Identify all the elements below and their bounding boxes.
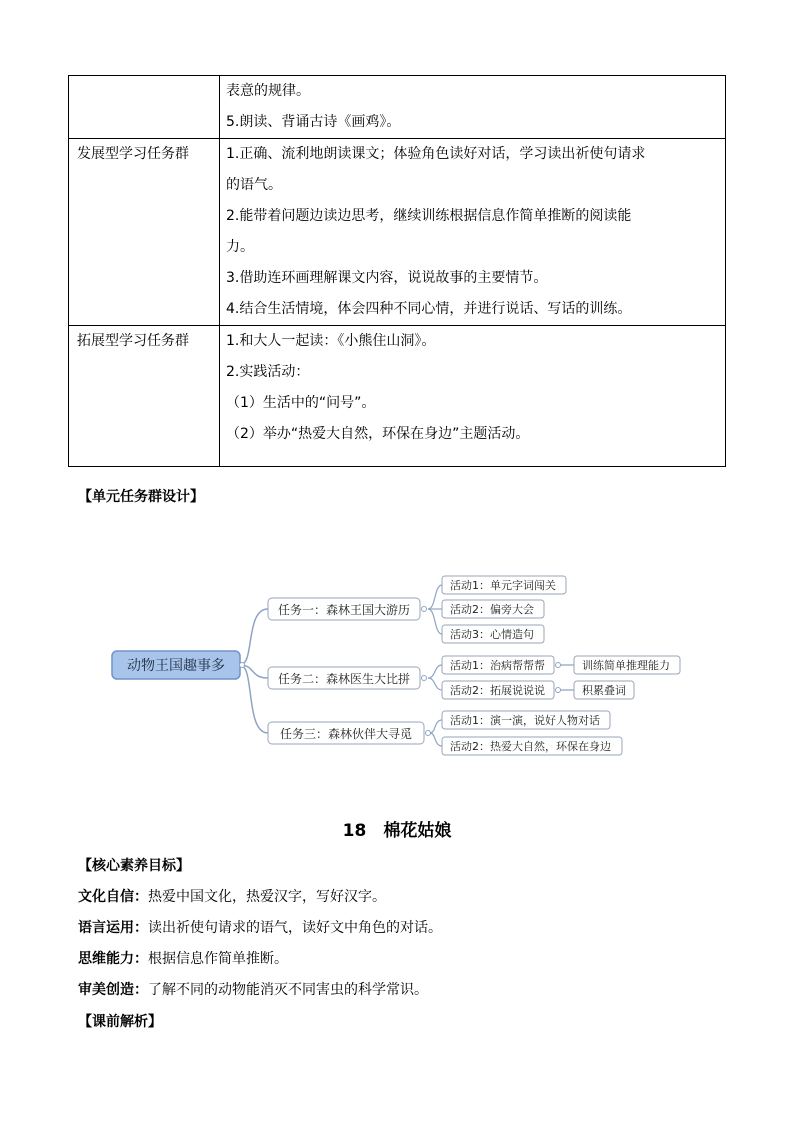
mindmap-connector bbox=[428, 585, 442, 609]
content-line: 4.结合生活情境，体会四种不同心情，并进行说话、写话的训练。 bbox=[226, 301, 632, 317]
mindmap-activity-label: 活动1：演一演，说好人物对话 bbox=[450, 714, 600, 727]
mindmap-sub-label: 积累叠词 bbox=[582, 684, 626, 697]
goal-text: 读出祈使句请求的语气，读好文中角色的对话。 bbox=[148, 920, 442, 936]
row-content bbox=[220, 76, 726, 139]
collapse-dot-icon bbox=[422, 676, 427, 681]
content-line: 5.朗读、背诵古诗《画鸡》。 bbox=[226, 114, 401, 130]
mindmap-task-label: 任务三：森林伙伴大寻觅 bbox=[279, 727, 413, 741]
row-label: 拓展型学习任务群 bbox=[69, 326, 220, 467]
goal-text: 热爱中国文化，热爱汉字，写好汉字。 bbox=[148, 889, 386, 905]
table-row bbox=[69, 139, 726, 326]
mindmap-connector bbox=[240, 609, 268, 665]
goal-label: 思维能力： bbox=[78, 951, 148, 967]
mindmap-root-label: 动物王国趣事多 bbox=[127, 658, 225, 674]
row-content bbox=[220, 139, 726, 326]
collapse-dot-icon bbox=[240, 663, 245, 668]
content-line: 3.借助连环画理解课文内容，说说故事的主要情节。 bbox=[226, 270, 548, 286]
content-line: （1）生活中的“问号”。 bbox=[226, 395, 376, 411]
mindmap-activity-label: 活动2：拓展说说说 bbox=[450, 684, 545, 697]
goal-label: 语言运用： bbox=[78, 920, 148, 936]
mindmap-diagram bbox=[0, 560, 794, 770]
mindmap-connector bbox=[430, 733, 442, 746]
mindmap-connector bbox=[428, 678, 442, 690]
mindmap-activity-label: 活动3：心情造句 bbox=[450, 628, 534, 641]
goal-label: 审美创造： bbox=[78, 982, 148, 998]
content-line: 的语气。 bbox=[226, 177, 282, 193]
goal-label: 文化自信： bbox=[78, 889, 148, 905]
mindmap-task-label: 任务一：森林王国大游历 bbox=[277, 603, 411, 617]
mindmap-activity-label: 活动1：单元字词闯关 bbox=[450, 579, 556, 592]
mindmap-connector bbox=[430, 720, 442, 733]
mindmap-task-label: 任务二：森林医生大比拼 bbox=[277, 672, 411, 686]
lesson-title: 18 棉花姑娘 bbox=[342, 821, 452, 841]
mindmap-activity-label: 活动1：治病帮帮帮 bbox=[450, 659, 545, 672]
mindmap-activity-label: 活动2：偏旁大会 bbox=[450, 603, 534, 616]
task-group-table bbox=[68, 75, 726, 467]
content-line: 2.实践活动： bbox=[226, 364, 310, 380]
goal-item bbox=[78, 979, 428, 999]
row-label bbox=[69, 76, 220, 139]
collapse-dot-icon bbox=[556, 663, 561, 668]
content-line: 2.能带着问题边读边思考，继续训练根据信息作简单推断的阅读能 bbox=[226, 208, 632, 224]
row-content bbox=[220, 326, 726, 467]
table-row bbox=[69, 326, 726, 467]
goal-item bbox=[78, 917, 442, 937]
core-goals-heading: 【核心素养目标】 bbox=[78, 858, 190, 874]
goal-item bbox=[78, 886, 386, 906]
collapse-dot-icon bbox=[556, 688, 561, 693]
mindmap-connector bbox=[240, 665, 268, 733]
table-row bbox=[69, 76, 726, 139]
row-label: 发展型学习任务群 bbox=[69, 139, 220, 326]
content-line: 1.正确、流利地朗读课文；体验角色读好对话，学习读出祈使句请求 bbox=[226, 146, 646, 162]
goal-text: 根据信息作简单推断。 bbox=[148, 951, 288, 967]
mindmap-activity-label: 活动2：热爱大自然，环保在身边 bbox=[450, 740, 611, 753]
content-line: （2）举办“热爱大自然，环保在身边”主题活动。 bbox=[226, 426, 530, 442]
collapse-dot-icon bbox=[422, 607, 427, 612]
content-line: 力。 bbox=[226, 239, 254, 255]
collapse-dot-icon bbox=[426, 731, 431, 736]
unit-task-heading: 【单元任务群设计】 bbox=[78, 489, 204, 505]
mindmap-connector bbox=[428, 609, 442, 634]
preclass-heading: 【课前解析】 bbox=[78, 1014, 162, 1030]
goal-text: 了解不同的动物能消灭不同害虫的科学常识。 bbox=[148, 982, 428, 998]
goal-item bbox=[78, 948, 288, 968]
mindmap-connector bbox=[428, 665, 442, 678]
mindmap-sub-label: 训练简单推理能力 bbox=[582, 659, 670, 672]
content-line: 1.和大人一起读：《小熊住山洞》。 bbox=[226, 333, 436, 349]
content-line: 表意的规律。 bbox=[226, 83, 310, 99]
